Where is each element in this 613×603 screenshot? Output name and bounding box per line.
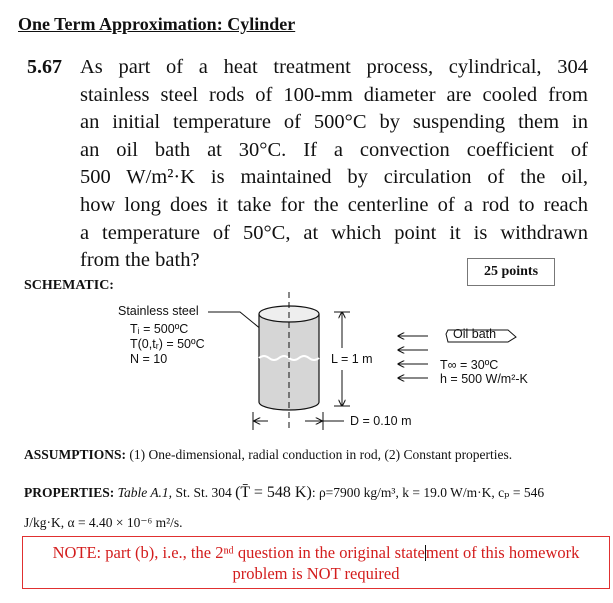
schematic-label: SCHEMATIC: (24, 278, 114, 293)
properties-label: PROPERTIES: (24, 485, 115, 500)
schematic-drawing (0, 290, 613, 440)
properties-section: PROPERTIES: Table A.1, St. St. 304 (T̄ = 548 K): ρ=7900 kg/m³, k = 19.0 W/m·K, cₚ = 546 J/kg·K, α = 4.40 × 10⁻⁶ m²/s. (24, 484, 545, 530)
problem-line: an oil bath at 30°C. If a convection coefficient of (80, 138, 588, 161)
property-values: : ρ=7900 kg/m³, k = 19.0 W/m·K, cₚ = 546 (311, 485, 545, 500)
note-text: NOTE: part (b), i.e., the 2ⁿᵈ question in the original state (52, 543, 425, 562)
section-heading: One Term Approximation: Cylinder (18, 14, 296, 34)
problem-number: 5.67 (27, 56, 62, 78)
problem-line: from the bath? (80, 249, 200, 272)
schematic-diagram (0, 290, 613, 445)
convection-arrows (398, 336, 428, 378)
material-name: St. St. 304 (175, 485, 232, 500)
note-box (22, 536, 610, 589)
assumptions-text: (1) One-dimensional, radial conduction in rod, (2) Constant properties. (129, 447, 513, 462)
mean-temperature: T̄ = 548 K (240, 484, 307, 501)
n-terms-label: N = 10 (130, 352, 168, 366)
problem-line: a temperature of 50°C, at which point it is withdrawn (80, 221, 588, 244)
material-label: Stainless steel (118, 304, 199, 318)
problem-line: As part of a heat treatment process, cylindrical, 304 (80, 56, 588, 78)
note-text-line2: problem is NOT required (232, 564, 400, 583)
initial-temp-label: Tᵢ = 500ºC (130, 322, 189, 336)
oil-bath-label: Oil bath (453, 327, 497, 341)
ambient-temp-label: T∞ = 30ºC (440, 358, 499, 372)
convection-coeff-label: h = 500 W/m²-K (440, 372, 528, 386)
table-reference: Table A.1, (117, 485, 173, 500)
centerline-temp-label: T(0,tᵣ) = 50ºC (130, 337, 205, 351)
material-leader (208, 312, 262, 330)
assumptions-section (24, 447, 594, 463)
problem-line: 500 W/m²·K is maintained by circulation of the oil, (80, 166, 588, 189)
assumptions-label: ASSUMPTIONS: (24, 447, 127, 462)
problem-line: how long does it take for the centerline of a rod to reach (80, 193, 588, 216)
length-label: L = 1 m (331, 352, 373, 366)
problem-line: stainless steel rods of 100-mm diameter are cooled from (80, 83, 588, 106)
problem-statement (80, 54, 588, 275)
note-text-cont: ment of this homework (425, 543, 580, 562)
property-values-cont: J/kg·K, α = 4.40 × 10⁻⁶ m²/s. (24, 515, 183, 530)
problem-line: an initial temperature of 500°C by suspending them in (80, 111, 588, 134)
points-badge: 25 points (467, 258, 555, 286)
diameter-label: D = 0.10 m (350, 414, 412, 428)
